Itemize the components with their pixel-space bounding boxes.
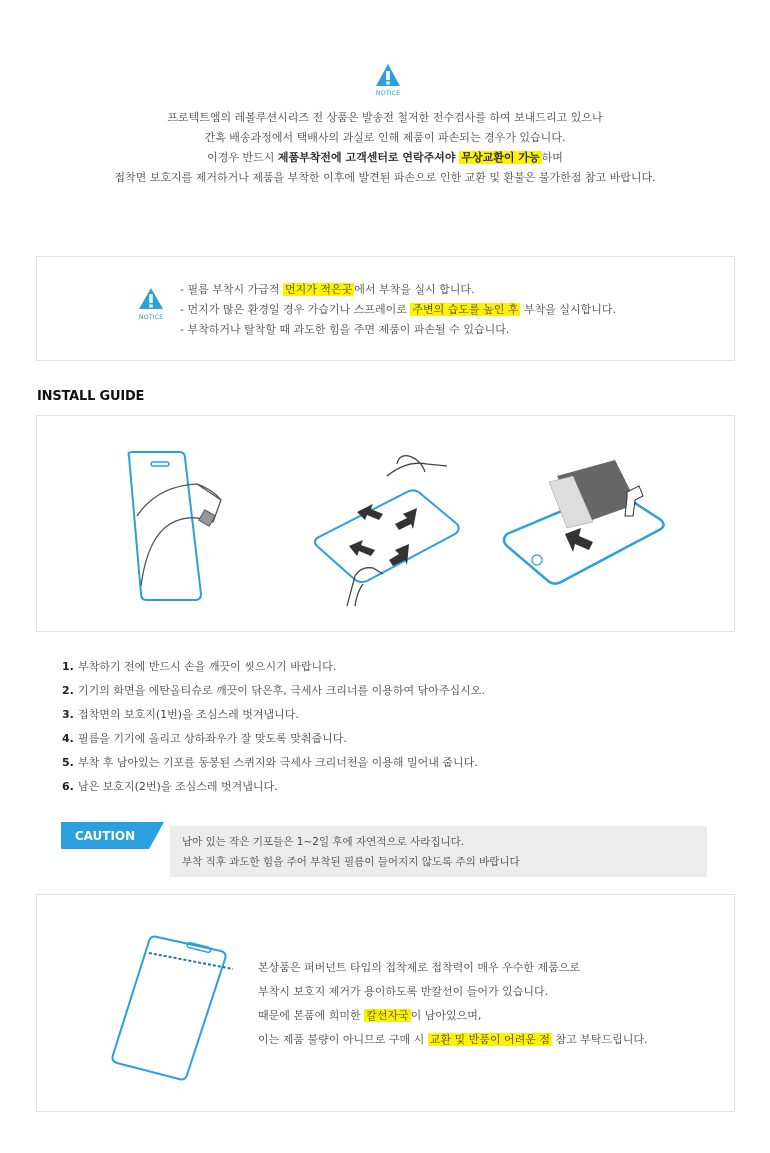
install-illustration — [37, 416, 734, 631]
install-step: 4. 필름을 기기에 올리고 상하좌우가 잘 맞도록 맞춰줍니다. — [62, 732, 347, 745]
notice-box — [36, 256, 735, 361]
notice-box-line3: - 부착하거나 탈착할 때 과도한 힘을 주면 제품이 파손될 수 있습니다. — [180, 323, 510, 336]
install-step: 6. 남은 보호지(2번)을 조심스레 벗겨냅니다. — [62, 780, 278, 793]
top-notice-line1: 프로텍트엠의 레볼루션시리즈 전 상품은 발송전 철저한 전수검사를 하여 보내드리고 있으나 — [167, 111, 603, 124]
install-steps-list — [62, 655, 485, 799]
notice-box-icon — [133, 287, 169, 327]
notice-box-line1: - 필름 부착시 가급적 먼지가 적은곳 에서 부착을 실시 합니다. — [180, 283, 475, 296]
notice-icon-label: NOTICE — [375, 89, 401, 97]
caution-label: CAUTION — [74, 829, 136, 843]
install-step: 5. 부착 후 남아있는 기포를 동봉된 스퀴지와 극세사 크리너천을 이용해 밀어내 줍니다. — [62, 756, 478, 769]
install-guide-illustration-box — [36, 415, 735, 632]
top-notice-line4: 접착면 보호지를 제거하거나 제품을 부착한 이후에 발견된 파손으로 인한 교환 및 환불은 불가한점 참고 바랍니다. — [114, 171, 656, 184]
install-guide-title: INSTALL GUIDE — [37, 389, 145, 404]
install-step: 1. 부착하기 전에 반드시 손을 깨끗이 씻으시기 바랍니다. — [62, 660, 337, 673]
top-notice-icon — [368, 62, 408, 98]
install-step: 3. 접착면의 보호지(1번)을 조심스레 벗겨냅니다. — [62, 708, 299, 721]
bottom-info-line4: 이는 제품 불량이 아니므로 구매 시 교환 및 반품이 어려운 점 참고 부탁드립니다. — [258, 1033, 648, 1046]
svg-text:NOTICE: NOTICE — [138, 313, 164, 321]
caution-text — [182, 832, 520, 872]
bottom-info-line3: 때문에 본품에 희미한 칼선자국 이 남아있으며, — [258, 1009, 482, 1022]
notice-box-text — [180, 280, 616, 340]
caution-tag — [61, 822, 164, 849]
top-notice-line2: 간혹 배송과정에서 택배사의 과실로 인해 제품이 파손되는 경우가 있습니다. — [204, 131, 566, 144]
caution-line2: 부착 직후 과도한 힘을 주어 부착된 필름이 들어지지 않도록 주의 바랍니다 — [182, 856, 520, 868]
illustration-peel-protector — [129, 452, 222, 600]
caution-line1: 남아 있는 작은 기포들은 1~2일 후에 자연적으로 사라집니다. — [182, 836, 465, 848]
illustration-remove-sheet — [504, 460, 664, 584]
film-cutline-illustration — [37, 895, 237, 1111]
install-step: 2. 기기의 화면을 에탄올티슈로 깨끗이 닦은후, 극세사 크리너를 이용하여 닦아주십시오. — [62, 684, 485, 697]
illustration-squeegee-bubbles — [315, 456, 459, 606]
bottom-info-text — [258, 956, 648, 1052]
top-notice-text — [0, 108, 770, 188]
top-notice-line3: 이경우 반드시 제품부착전에 고객센터로 연락주셔야 무상교환이 가능 하며 — [207, 151, 563, 164]
bottom-info-line2: 부착시 보호지 제거가 용이하도록 반칼선이 들어가 있습니다. — [258, 985, 549, 998]
bottom-info-line1: 본상품은 퍼버넌트 타입의 접착제로 접착력이 매우 우수한 제품으로 — [258, 961, 581, 974]
notice-box-line2: - 먼지가 많은 환경일 경우 가습기나 스프레이로 주변의 습도를 높인 후 부착을 실시합니다. — [180, 303, 616, 316]
